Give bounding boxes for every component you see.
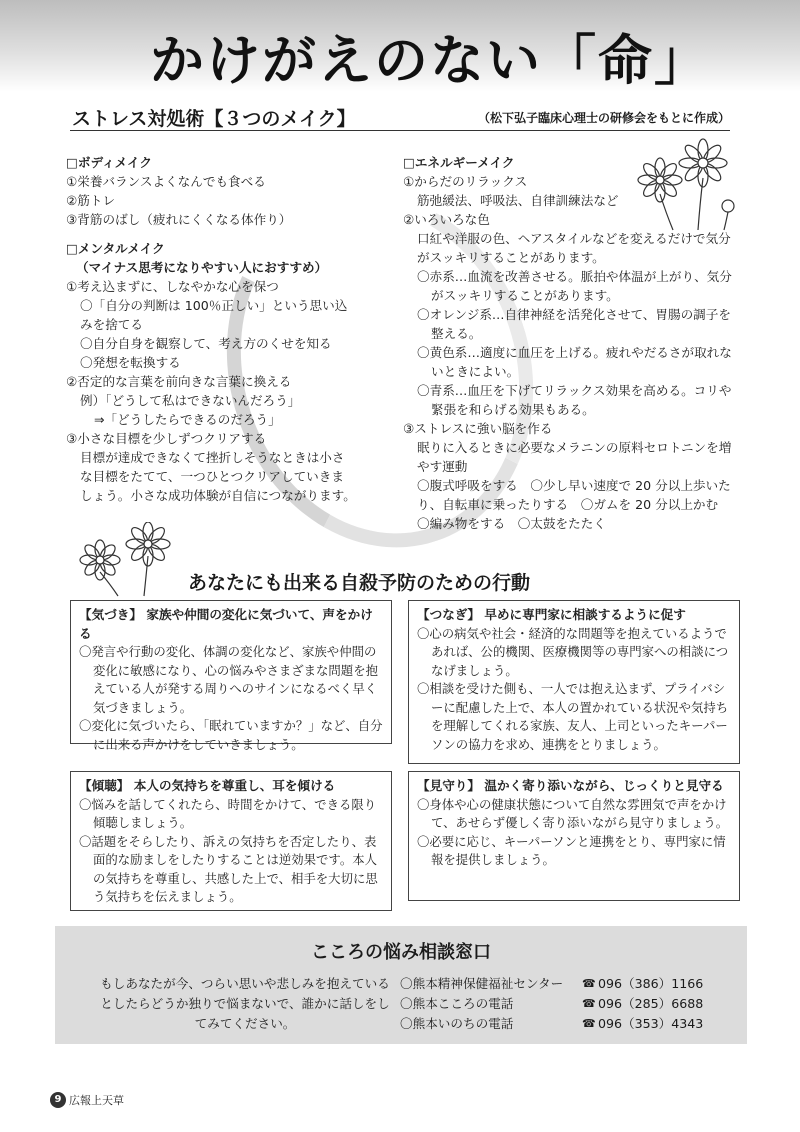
body-make-line: ②筋トレ [66, 193, 116, 208]
action-box-item: 〇変化に気づいたら、「眠れていますか？」など、自分に出来る声かけをしていきましょう。 [79, 718, 383, 752]
energy-make-line: 〇青系…血圧を下げてリラックス効果を高める。コリや緊張を和らげる効果もある。 [417, 383, 732, 417]
action-box-listen [70, 771, 392, 911]
contact-name: 〇熊本精神保健福祉センター [400, 976, 564, 991]
contact-row [400, 1014, 740, 1034]
action-box-connect [408, 600, 740, 764]
energy-make-line: 〇赤系…血流を改善させる。脈拍や体温が上がり、気分がスッキリすることがあります。 [417, 269, 732, 303]
mental-make-line: 〇自分自身を観察して、考え方のくせを知る [80, 336, 332, 351]
energy-make-line: 〇腹式呼吸をする 〇少し早い速度で 20 分以上歩いたり、自転車に乗ったりする 〇ガムを 20 分以上かむ 〇編み物をする 〇太鼓をたたく [417, 478, 731, 531]
left-column [66, 153, 366, 505]
page-number: 9 [50, 1092, 66, 1108]
action-box-heading: 【傾聴】 本人の気持ちを尊重し、耳を傾ける [79, 778, 336, 793]
body-make-line: ③背筋のばし（疲れにくくなる体作り） [66, 212, 292, 227]
consultation-message: もしあなたが今、つらい思いや悲しみを抱えているとしたらどうか独りで悩まないで、誰かに話しをしてみてください。 [100, 976, 390, 1031]
consultation-title: こころの悩み相談窓口 [311, 942, 491, 963]
phone-icon: ☎ [582, 977, 596, 990]
consultation-panel [55, 926, 747, 1044]
mental-make-line: 〇「自分の判断は 100％正しい」という思い込みを捨てる [80, 298, 348, 332]
action-box-heading: 【つなぎ】 早めに専門家に相談するように促す [417, 607, 686, 622]
section-note: （松下弘子臨床心理士の研修会をもとに作成） [477, 111, 730, 125]
energy-make-line: ②いろいろな色 [403, 212, 490, 227]
mental-make-line: ⇒「どうしたらできるのだろう」 [94, 412, 281, 427]
right-column [403, 153, 741, 533]
contact-phone[interactable]: 096（285）6688 [598, 996, 704, 1011]
contact-row [400, 974, 740, 994]
mental-make-line: ②否定的な言葉を前向きな言葉に換える [66, 374, 292, 389]
action-box-heading: 【見守り】 温かく寄り添いながら、じっくりと見守る [417, 778, 724, 793]
contact-phone[interactable]: 096（386）1166 [598, 976, 704, 991]
mental-make-line: ①考え込まずに、しなやかな心を保つ [66, 279, 279, 294]
contact-name: 〇熊本こころの電話 [400, 996, 514, 1011]
page-footer [50, 1092, 124, 1108]
action-box-watch [408, 771, 740, 901]
phone-icon: ☎ [582, 997, 596, 1010]
mental-make-line: 目標が達成できなくて挫折しそうなときは小さな目標をたてて、一つひとつクリアしていきましょう。小さな成功体験が自信につながります。 [80, 450, 356, 503]
section-title: ストレス対処術【３つのメイク】 [72, 108, 356, 130]
action-box-item: 〇相談を受けた側も、一人では抱え込まず、プライバシーに配慮した上で、本人の置かれている状況や気持ちを理解してくれる家族、友人、上司といったキーパーソンの協力を求め、連携をとりましょう。 [417, 681, 729, 752]
mental-make-heading: □メンタルメイク [66, 241, 165, 256]
page-title: かけがえのない「命」 [150, 29, 710, 92]
contact-phone[interactable]: 096（353）4343 [598, 1016, 704, 1031]
body-make-line: ①栄養バランスよくなんでも食べる [66, 174, 266, 189]
energy-make-line: ③ストレスに強い脳を作る [403, 421, 553, 436]
mental-make-line: ③小さな目標を少しずつクリアする [66, 431, 267, 446]
action-box-item: 〇心の病気や社会・経済的な問題等を抱えているようであれば、公的機関、医療機関等の専門家への相談につなげましょう。 [417, 625, 729, 678]
contact-row [400, 994, 740, 1014]
title-rule [70, 130, 730, 131]
cosmos-flowers-icon [68, 522, 178, 597]
publication-name: 広報上天草 [69, 1094, 124, 1107]
energy-make-line: ①からだのリラックス [403, 174, 528, 189]
energy-make-line: 〇オレンジ系…自律神経を活発化させて、胃腸の調子を整える。 [417, 307, 731, 341]
action-box-heading: 【気づき】 家族や仲間の変化に気づいて、声をかける [79, 607, 373, 641]
mental-make-line: 例）「どうして私はできないんだろう」 [80, 393, 301, 408]
action-section-title: あなたにも出来る自殺予防のための行動 [188, 572, 531, 594]
mental-make-line: 〇発想を転換する [80, 355, 181, 370]
contact-list [400, 974, 740, 1034]
mental-make-subheading: （マイナス思考になりやすい人におすすめ） [76, 260, 328, 275]
energy-make-line: 筋弛緩法、呼吸法、自律訓練法など [417, 193, 619, 208]
contact-name: 〇熊本いのちの電話 [400, 1016, 514, 1031]
body-make-heading: □ボディメイク [66, 155, 152, 170]
action-box-item: 〇必要に応じ、キーパーソンと連携をとり、専門家に情報を提供しましょう。 [417, 833, 726, 867]
energy-make-line: 口紅や洋服の色、ヘアスタイルなどを変えるだけで気分がスッキリすることがあります。 [417, 231, 731, 265]
energy-make-line: 〇黄色系…適度に血圧を上げる。疲れやだるさが取れないときによい。 [417, 345, 732, 379]
energy-make-line: 眠りに入るときに必要なメラニンの原料セロトニンを増やす運動 [417, 440, 732, 474]
action-box-item: 〇悩みを話してくれたら、時間をかけて、できる限り傾聴しましょう。 [79, 796, 377, 830]
action-box-item: 〇身体や心の健康状態について自然な雰囲気で声をかけて、あせらず優しく寄り添いながら見守りましょう。 [417, 796, 729, 830]
phone-icon: ☎ [582, 1017, 596, 1030]
action-box-item: 〇話題をそらしたり、訴えの気持ちを否定したり、表面的な励ましをしたりすることは逆効果です。本人の気持ちを尊重し、共感した上で、相手を大切に思う気持ちを伝えましょう。 [79, 833, 378, 904]
action-box-awareness [70, 600, 392, 752]
energy-make-heading: □エネルギーメイク [403, 155, 515, 170]
action-box-item: 〇発言や行動の変化、体調の変化など、家族や仲間の変化に敏感になり、心の悩みやさまざまな問題を抱えている人が発する周りへのサインになるべく早く気づきましょう。 [79, 644, 378, 715]
